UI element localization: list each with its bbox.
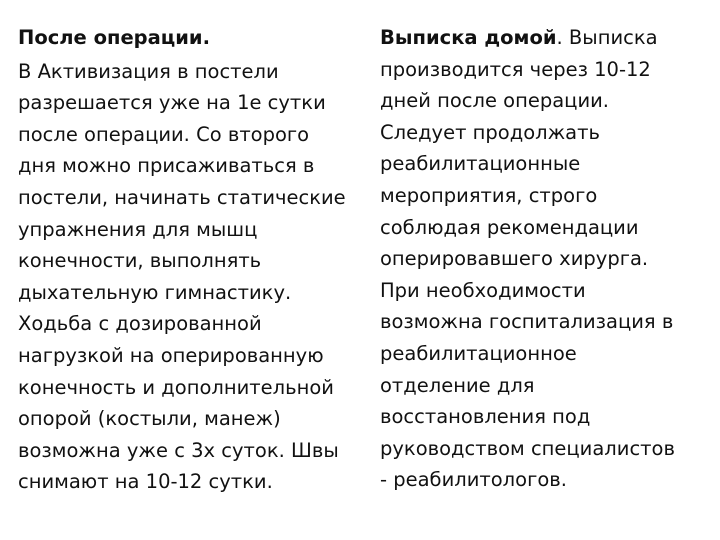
text-line: восстановления под [380,405,591,429]
right-heading: Выписка домой [380,26,557,49]
text-line: производится через 10-12 [380,57,651,81]
text-line: оперировавшего хирурга. [380,247,649,271]
left-column [18,22,363,498]
left-paragraph [18,56,363,498]
text-line: дней после операции. [380,89,609,113]
text-line: нагрузкой на оперированную [18,343,324,367]
text-line: При необходимости [380,278,586,302]
left-heading: После операции. [18,26,210,49]
right-column [380,22,702,496]
text-line: - реабилитологов. [380,468,567,492]
text-line: мероприятия, строго [380,183,598,207]
text-line: снимают на 10-12 сутки. [18,470,273,494]
text-line: упражнения для мышц [18,217,258,241]
text-line: разрешается уже на 1е сутки [18,91,326,115]
text-line: Следует продолжать [380,120,600,144]
right-paragraph [380,22,702,496]
text-line: постели, начинать статические [18,185,346,209]
text-line: соблюдая рекомендации [380,215,639,239]
text-line: после операции. Со второго [18,122,310,146]
text-line: В Активизация в постели [18,59,279,83]
text-line: Ходьба с дозированной [18,312,262,336]
text-line: конечности, выполнять [18,249,262,273]
text-line: руководством специалистов [380,436,675,460]
text-line: реабилитационное [380,341,577,365]
text-line: конечность и дополнительной [18,375,334,399]
text-line: дыхательную гимнастику. [18,280,292,304]
text-line: отделение для [380,373,535,397]
first-line [380,22,702,54]
text-line: дня можно присаживаться в [18,154,315,178]
text-line: возможна госпитализация в [380,310,674,334]
text-line: реабилитационные [380,152,581,176]
first-line-rest: . Выписка [556,26,658,49]
text-line: возможна уже с 3х суток. Швы [18,438,339,462]
text-line: опорой (костыли, манеж) [18,407,281,431]
